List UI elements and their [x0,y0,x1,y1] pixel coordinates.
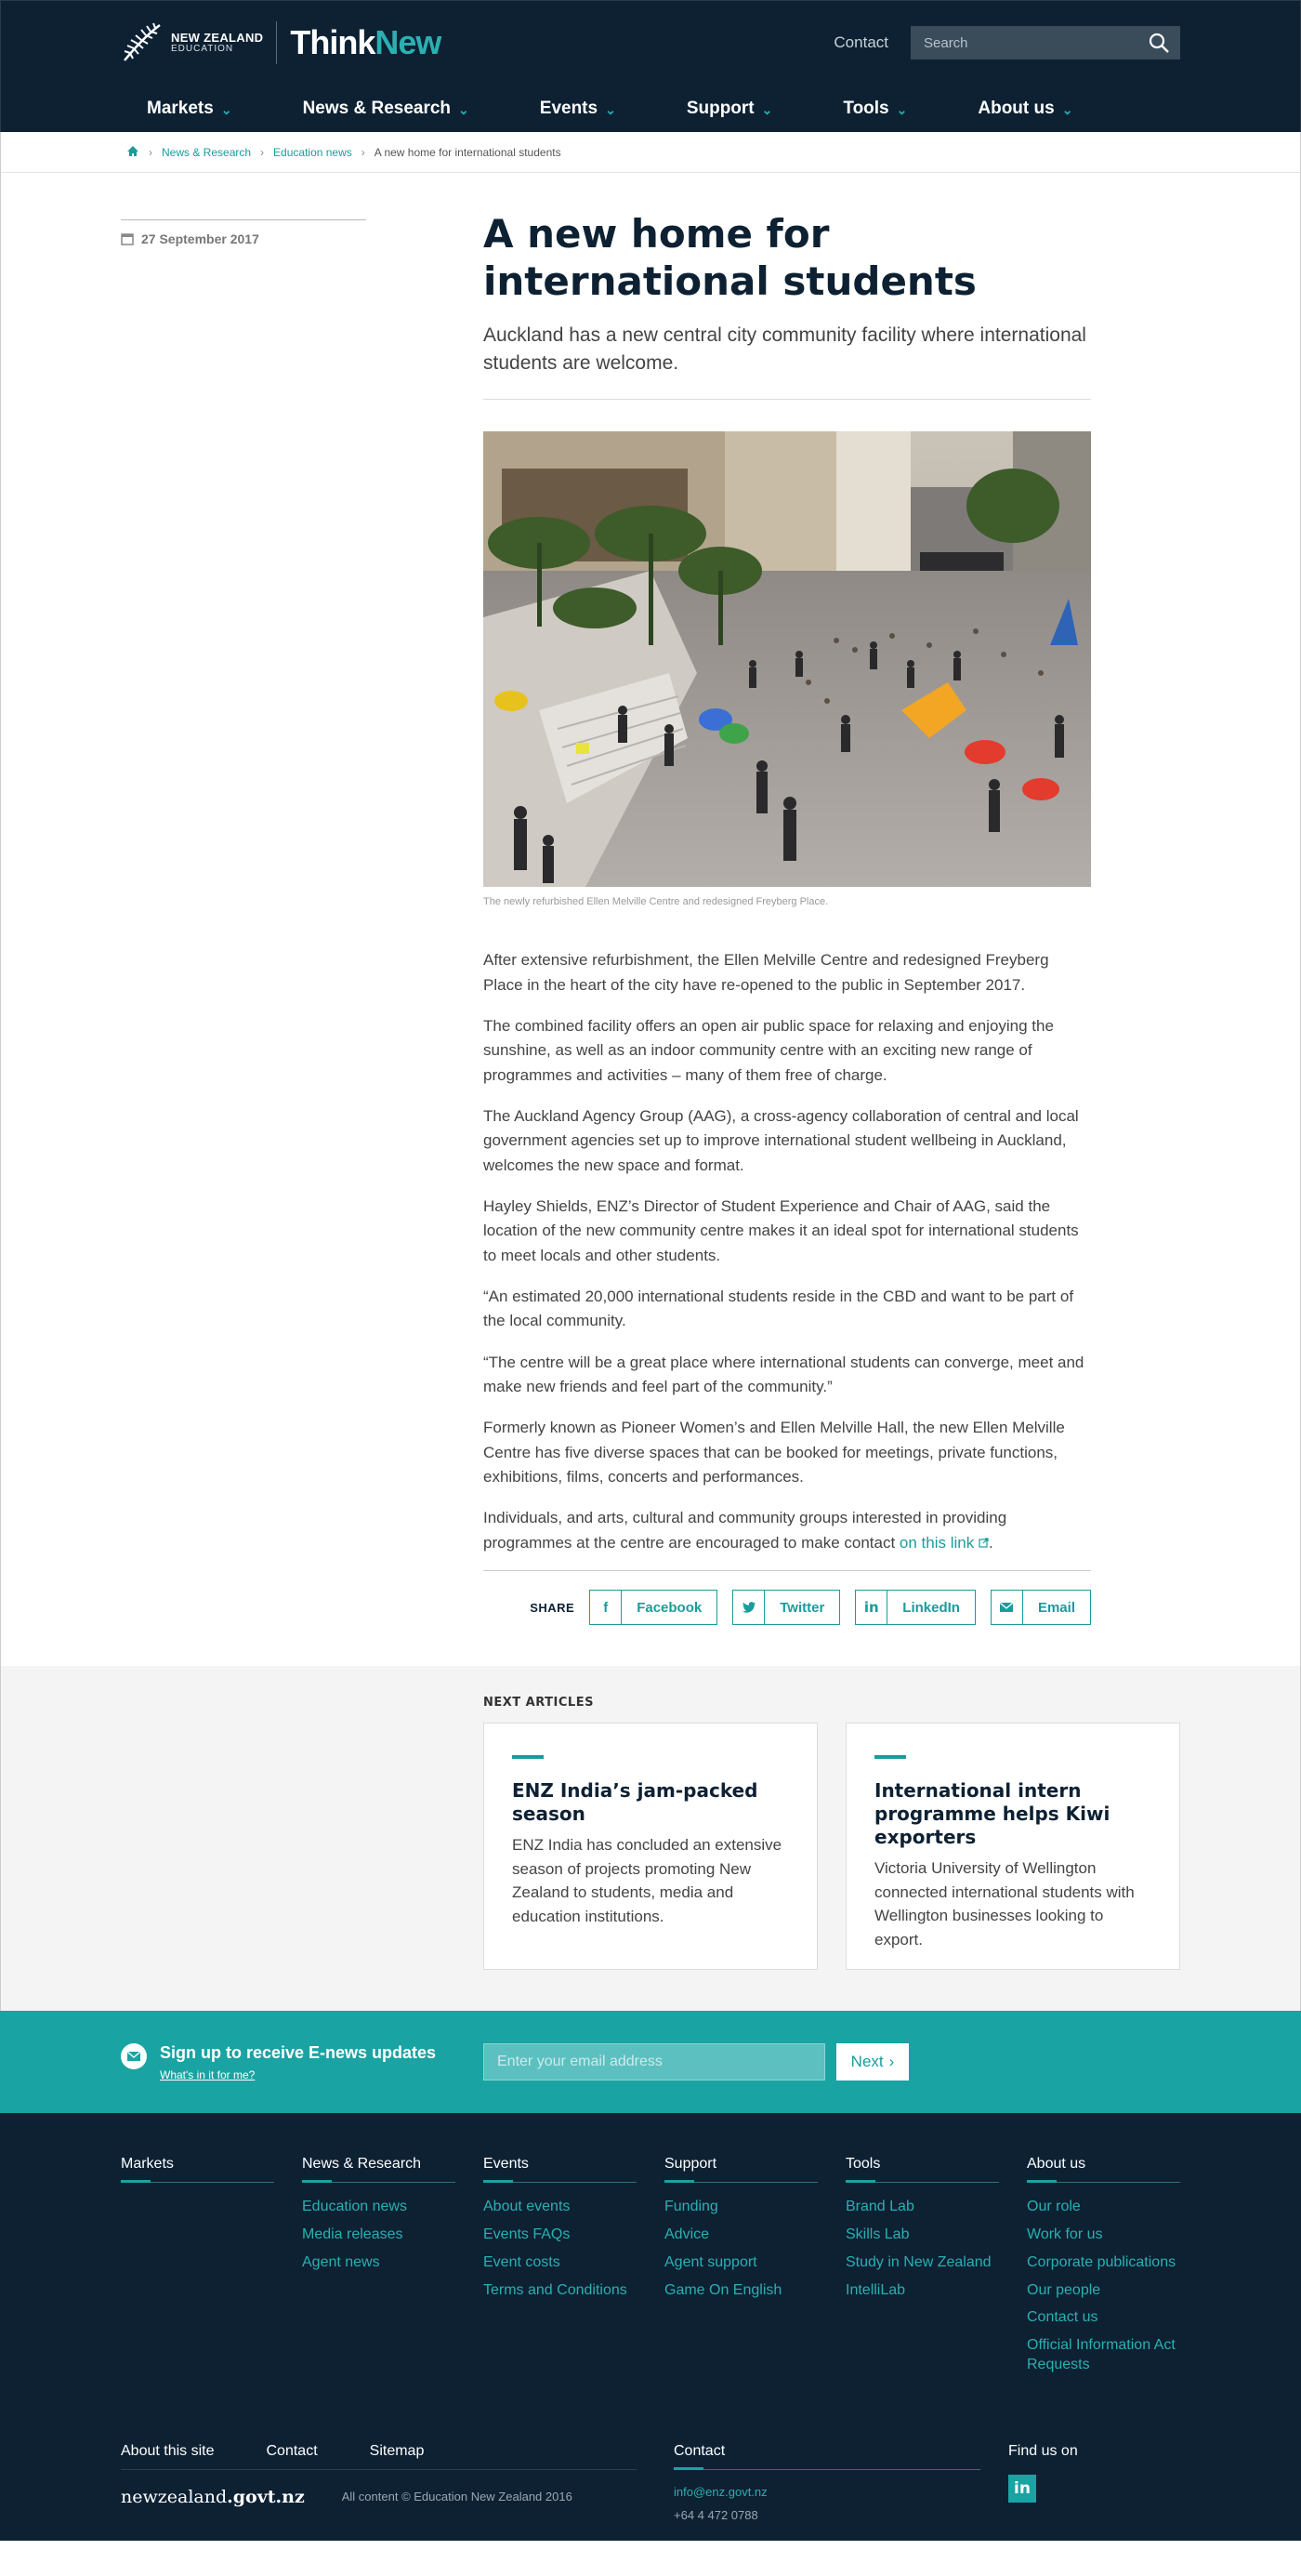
card-title: International intern programme helps Kiwi exporters [874,1779,1110,1849]
external-link-icon [979,1538,989,1548]
footer-link[interactable]: Agent support [664,2253,757,2270]
footer-col-news [302,2156,455,2384]
footer-link[interactable]: Work for us [1027,2226,1103,2242]
article-date: 27 September 2017 [121,219,366,246]
footer-link[interactable]: Game On English [664,2281,782,2298]
article-body [483,948,1091,1555]
site-header [0,0,1301,132]
article-paragraph: The combined facility offers an open air public space for relaxing and enjoying the sunshine, as well as an indoor community centre with an exciting new range of programmes and activities – many of them free of charge. [483,1016,1054,1084]
article-title: A new home for international students [483,211,977,305]
brand-name: NEW ZEALAND [171,30,264,45]
footer-link[interactable]: Funding [664,2199,718,2215]
footer-link[interactable]: Our people [1027,2281,1101,2298]
footer-link[interactable]: Education news [302,2199,407,2215]
calendar-icon [121,232,134,245]
footer-link[interactable]: Corporate publications [1027,2253,1176,2270]
footer-social [1008,2443,1162,2522]
footer-link[interactable]: Skills Lab [846,2226,910,2242]
breadcrumb [121,132,1180,173]
site-footer [0,2113,1301,2541]
card-summary: ENZ India has concluded an extensive season of projects promoting New Zealand to students, media and education institutions. [512,1836,782,1925]
footer-col-tools [846,2156,999,2384]
article-paragraph: The Auckland Agency Group (AAG), a cross-agency collaboration of central and local government agencies set up to improve international student wellbeing in Auckland, welcomes the new space and format. [483,1106,1079,1174]
chevron-down-icon: ⌄ [1061,101,1073,117]
thinknew-wordmark: ThinkNew [290,23,441,61]
footer-link[interactable]: Terms and Conditions [483,2281,627,2298]
footer-heading[interactable]: Events [483,2156,637,2183]
contact-link[interactable]: on this link [900,1534,989,1552]
card-summary: Victoria University of Wellington connected international students with Wellington businesses looking to export. [874,1859,1135,1949]
chevron-down-icon: ⌄ [220,101,232,117]
share-label: SHARE [530,1600,575,1615]
footer-heading[interactable]: Support [664,2156,818,2183]
nav-news-research[interactable]: News & Research ⌄ [302,99,469,118]
linkedin-icon: in [856,1591,887,1624]
image-caption: The newly refurbished Ellen Melville Centre and redesigned Freyberg Place. [483,896,829,908]
footer-link[interactable]: Agent news [302,2253,380,2270]
article-paragraph: Formerly known as Pioneer Women’s and Ellen Melville Hall, the new Ellen Melville Centre has five diverse spaces that can be booked for meetings, private functions, exhibitions, films, concerts and performances. [483,1419,1065,1486]
search-icon[interactable] [1147,31,1171,55]
sitemap-link[interactable]: Sitemap [369,2442,425,2459]
footer-link[interactable]: Events FAQs [483,2226,571,2242]
breadcrumb-current: A new home for international students [374,146,561,159]
footer-link[interactable]: Event costs [483,2253,560,2270]
footer-utility-links [121,2443,637,2470]
brand-sub: EDUCATION [171,43,234,54]
article-paragraph: “An estimated 20,000 international students reside in the CBD and want to be part of the local community. [483,1288,1074,1330]
nav-tools[interactable]: Tools ⌄ [843,99,908,118]
share-email-button[interactable]: Email [991,1590,1091,1625]
silver-fern-icon [121,21,164,64]
footer-link[interactable]: Advice [664,2226,710,2242]
linkedin-icon[interactable]: in [1008,2475,1036,2503]
footer-heading[interactable]: Markets [121,2156,274,2183]
footer-link[interactable]: IntelliLab [846,2281,906,2298]
search-input[interactable] [924,35,1147,51]
newsletter-signup [0,2011,1301,2113]
footer-col-support [664,2156,818,2384]
article-paragraph-last: Individuals, and arts, cultural and community groups interested in providing programmes at the centre are encouraged to make contact on this link . [483,1509,1007,1552]
share-bar [483,1570,1091,1625]
newsletter-next-button[interactable]: Next › [836,2043,909,2081]
article-paragraph: Hayley Shields, ENZ’s Director of Student Experience and Chair of AAG, said the location of the new community centre makes it an ideal spot for international students to meet locals and other students. [483,1197,1079,1264]
nav-events[interactable]: Events ⌄ [539,99,616,118]
nav-about-us[interactable]: About us ⌄ [978,99,1073,118]
footer-columns [121,2156,1180,2384]
about-site-link[interactable]: About this site [121,2442,215,2459]
hero-image [483,431,1091,887]
chevron-right-icon: › [260,146,265,159]
footer-contact-link[interactable]: Contact [266,2442,318,2459]
copyright: All content © Education New Zealand 2016 [341,2490,572,2504]
footer-col-about [1027,2156,1180,2384]
breadcrumb-news-research[interactable]: News & Research [162,146,252,159]
govt-nz-logo[interactable]: newzealand.govt.nz [121,2486,305,2507]
header-contact-link[interactable]: Contact [834,33,888,51]
envelope-icon [992,1591,1023,1624]
footer-link[interactable]: Brand Lab [846,2199,914,2215]
footer-link[interactable]: Our role [1027,2199,1081,2215]
search-box [911,26,1180,59]
next-article-card[interactable] [483,1723,818,1970]
article-main [483,211,1091,1625]
site-logo[interactable] [121,21,440,64]
find-us-title: Find us on [1008,2442,1078,2459]
footer-heading[interactable]: Tools [846,2156,999,2183]
article-lede: Auckland has a new central city community facility where international students are welcome. [483,322,1091,400]
breadcrumb-education-news[interactable]: Education news [273,146,352,159]
article-paragraph: After extensive refurbishment, the Ellen Melville Centre and redesigned Freyberg Place in the heart of the city have re-opened to the public in September 2017. [483,951,1049,994]
twitter-icon [733,1591,765,1624]
card-title: ENZ India’s jam-packed season [512,1779,758,1826]
nav-support[interactable]: Support ⌄ [686,99,773,118]
article-paragraph: “The centre will be a great place where international students can converge, meet and make new friends and feel part of the community.” [483,1353,1084,1396]
footer-heading[interactable]: News & Research [302,2156,455,2183]
accent-bar [874,1755,906,1759]
next-articles-title: NEXT ARTICLES [483,1696,594,1711]
nav-markets[interactable]: Markets ⌄ [147,99,232,118]
footer-contact [674,2443,980,2522]
facebook-icon: f [590,1591,622,1624]
whats-in-it-link[interactable]: What's in it for me? [160,2067,256,2081]
share-twitter-button[interactable]: Twitter [732,1590,840,1625]
chevron-down-icon: ⌄ [761,101,773,117]
footer-link[interactable]: Contact us [1027,2309,1098,2326]
next-articles [0,1666,1301,2011]
footer-link[interactable]: About events [483,2199,571,2215]
envelope-icon [121,2043,147,2069]
footer-col-markets [121,2156,274,2384]
newsletter-email-input[interactable] [483,2043,825,2081]
newsletter-title: Sign up to receive E-news updates [160,2042,437,2062]
main-nav [121,85,1180,133]
article-aside [121,219,483,1625]
footer-heading[interactable]: About us [1027,2156,1180,2183]
footer-link[interactable]: Media releases [302,2226,403,2242]
next-article-card[interactable] [846,1723,1180,1970]
footer-contact-title: Contact [674,2443,980,2470]
footer-link[interactable]: Study in New Zealand [846,2253,992,2270]
chevron-right-icon: › [149,146,152,159]
chevron-right-icon: › [888,2053,895,2071]
accent-bar [512,1755,544,1759]
share-facebook-button[interactable]: f Facebook [589,1590,717,1625]
contact-email-link[interactable]: info@enz.govt.nz [674,2484,768,2499]
footer-col-events [483,2156,637,2384]
footer-link[interactable]: Official Information Act Requests [1027,2337,1176,2372]
share-linkedin-button[interactable]: in LinkedIn [855,1590,976,1625]
chevron-down-icon: ⌄ [458,101,469,117]
contact-phone: +64 4 472 0788 [674,2507,758,2522]
chevron-down-icon: ⌄ [896,101,908,117]
chevron-down-icon: ⌄ [605,101,616,117]
home-icon[interactable] [126,145,139,160]
chevron-right-icon: › [361,146,365,159]
